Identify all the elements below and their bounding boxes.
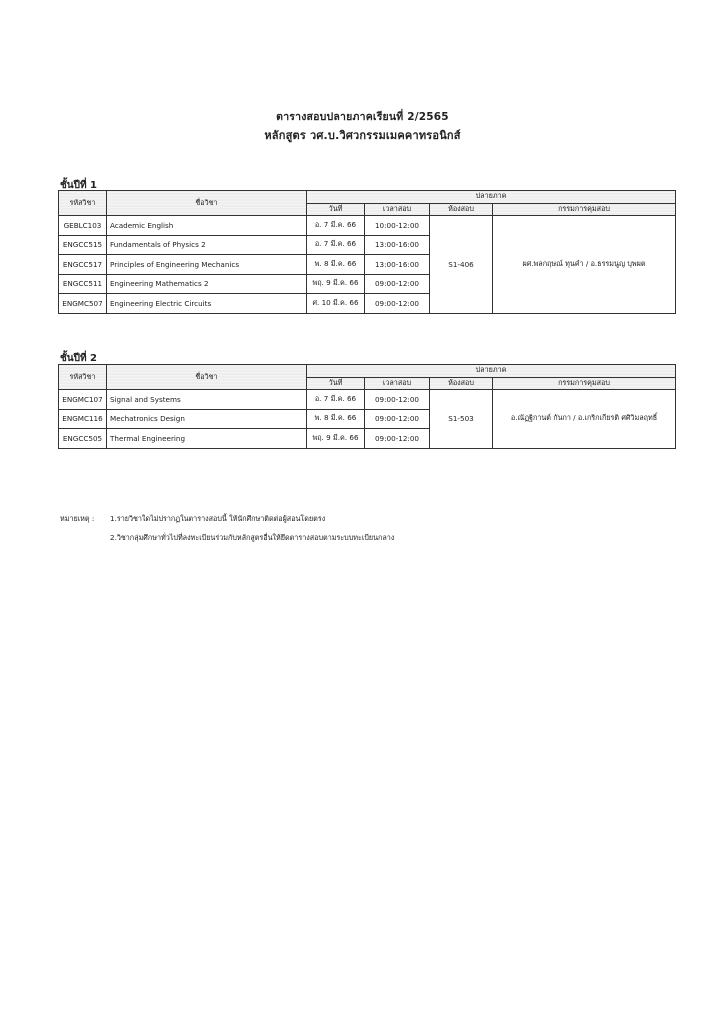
course-code: ENGCC515 — [59, 235, 107, 255]
exam-time: 13:00-16:00 — [365, 235, 430, 255]
table-row — [59, 216, 676, 236]
col-room-header: ห้องสอบ — [430, 377, 493, 390]
col-room-header: ห้องสอบ — [430, 203, 493, 216]
year2-heading: ชั้นปีที่ 2 — [60, 353, 98, 364]
exam-time: 09:00-12:00 — [365, 429, 430, 449]
course-code: ENGCC505 — [59, 429, 107, 449]
exam-date: พ. 8 มี.ค. 66 — [307, 255, 365, 275]
exam-date: อ. 7 มี.ค. 66 — [307, 235, 365, 255]
course-name: Thermal Engineering — [107, 429, 307, 449]
exam-date: อ. 7 มี.ค. 66 — [307, 390, 365, 410]
col-name-header: ชื่อวิชา — [107, 365, 307, 390]
col-code-header: รหัสวิชา — [59, 365, 107, 390]
exam-time: 09:00-12:00 — [365, 294, 430, 314]
course-name: Principles of Engineering Mechanics — [107, 255, 307, 275]
col-date-header: วันที่ — [307, 377, 365, 390]
exam-date: พ. 8 มี.ค. 66 — [307, 409, 365, 429]
exam-time: 09:00-12:00 — [365, 274, 430, 294]
course-name: Engineering Electric Circuits — [107, 294, 307, 314]
course-code: ENGMC507 — [59, 294, 107, 314]
course-name: Signal and Systems — [107, 390, 307, 410]
exam-date: พฤ. 9 มี.ค. 66 — [307, 274, 365, 294]
exam-proctor: ผศ.พลกฤษณ์ ทุนคำ / อ.ธรรมนูญ บุพผต — [493, 216, 676, 314]
table-row — [59, 390, 676, 410]
course-code: ENGMC116 — [59, 409, 107, 429]
course-code: ENGMC107 — [59, 390, 107, 410]
col-proctor-header: กรรมการคุมสอบ — [493, 377, 676, 390]
course-code: GEBLC103 — [59, 216, 107, 236]
col-final-header: ปลายภาค — [307, 191, 676, 204]
page-title: ตารางสอบปลายภาคเรียนที่ 2/2565 — [276, 111, 449, 123]
exam-date: พฤ. 9 มี.ค. 66 — [307, 429, 365, 449]
course-name: Academic English — [107, 216, 307, 236]
exam-room: S1-406 — [430, 216, 493, 314]
exam-room: S1-503 — [430, 390, 493, 449]
exam-time: 13:00-16:00 — [365, 255, 430, 275]
year1-schedule-table — [58, 190, 676, 314]
exam-date: ศ. 10 มี.ค. 66 — [307, 294, 365, 314]
note-line-2: 2.วิชากลุ่มศึกษาทั่วไปที่ลงทะเบียนร่วมกับหลักสูตรอื่นให้ยึดตารางสอบตามระบบทะเบียนกลาง — [110, 533, 395, 542]
exam-proctor: อ.ณัฏฐิกานต์ กันกา / อ.เกริกเกียรติ ศศิวิมลฤทธิ์ — [493, 390, 676, 449]
col-time-header: เวลาสอบ — [365, 377, 430, 390]
course-code: ENGCC517 — [59, 255, 107, 275]
year2-schedule-table — [58, 364, 676, 449]
year1-heading: ชั้นปีที่ 1 — [60, 180, 98, 191]
notes-label: หมายเหตุ : — [60, 514, 95, 523]
col-proctor-header: กรรมการคุมสอบ — [493, 203, 676, 216]
col-code-header: รหัสวิชา — [59, 191, 107, 216]
col-date-header: วันที่ — [307, 203, 365, 216]
exam-time: 10:00-12:00 — [365, 216, 430, 236]
program-subtitle: หลักสูตร วศ.บ.วิศวกรรมเมคคาทรอนิกส์ — [264, 129, 461, 142]
course-name: Mechatronics Design — [107, 409, 307, 429]
course-name: Fundamentals of Physics 2 — [107, 235, 307, 255]
exam-time: 09:00-12:00 — [365, 409, 430, 429]
col-final-header: ปลายภาค — [307, 365, 676, 378]
col-time-header: เวลาสอบ — [365, 203, 430, 216]
note-line-1: 1.รายวิชาใดไม่ปรากฏในตารางสอบนี้ ให้นักศึกษาติดต่อผู้สอนโดยตรง — [110, 514, 326, 523]
course-code: ENGCC511 — [59, 274, 107, 294]
col-name-header: ชื่อวิชา — [107, 191, 307, 216]
exam-time: 09:00-12:00 — [365, 390, 430, 410]
exam-date: อ. 7 มี.ค. 66 — [307, 216, 365, 236]
course-name: Engineering Mathematics 2 — [107, 274, 307, 294]
